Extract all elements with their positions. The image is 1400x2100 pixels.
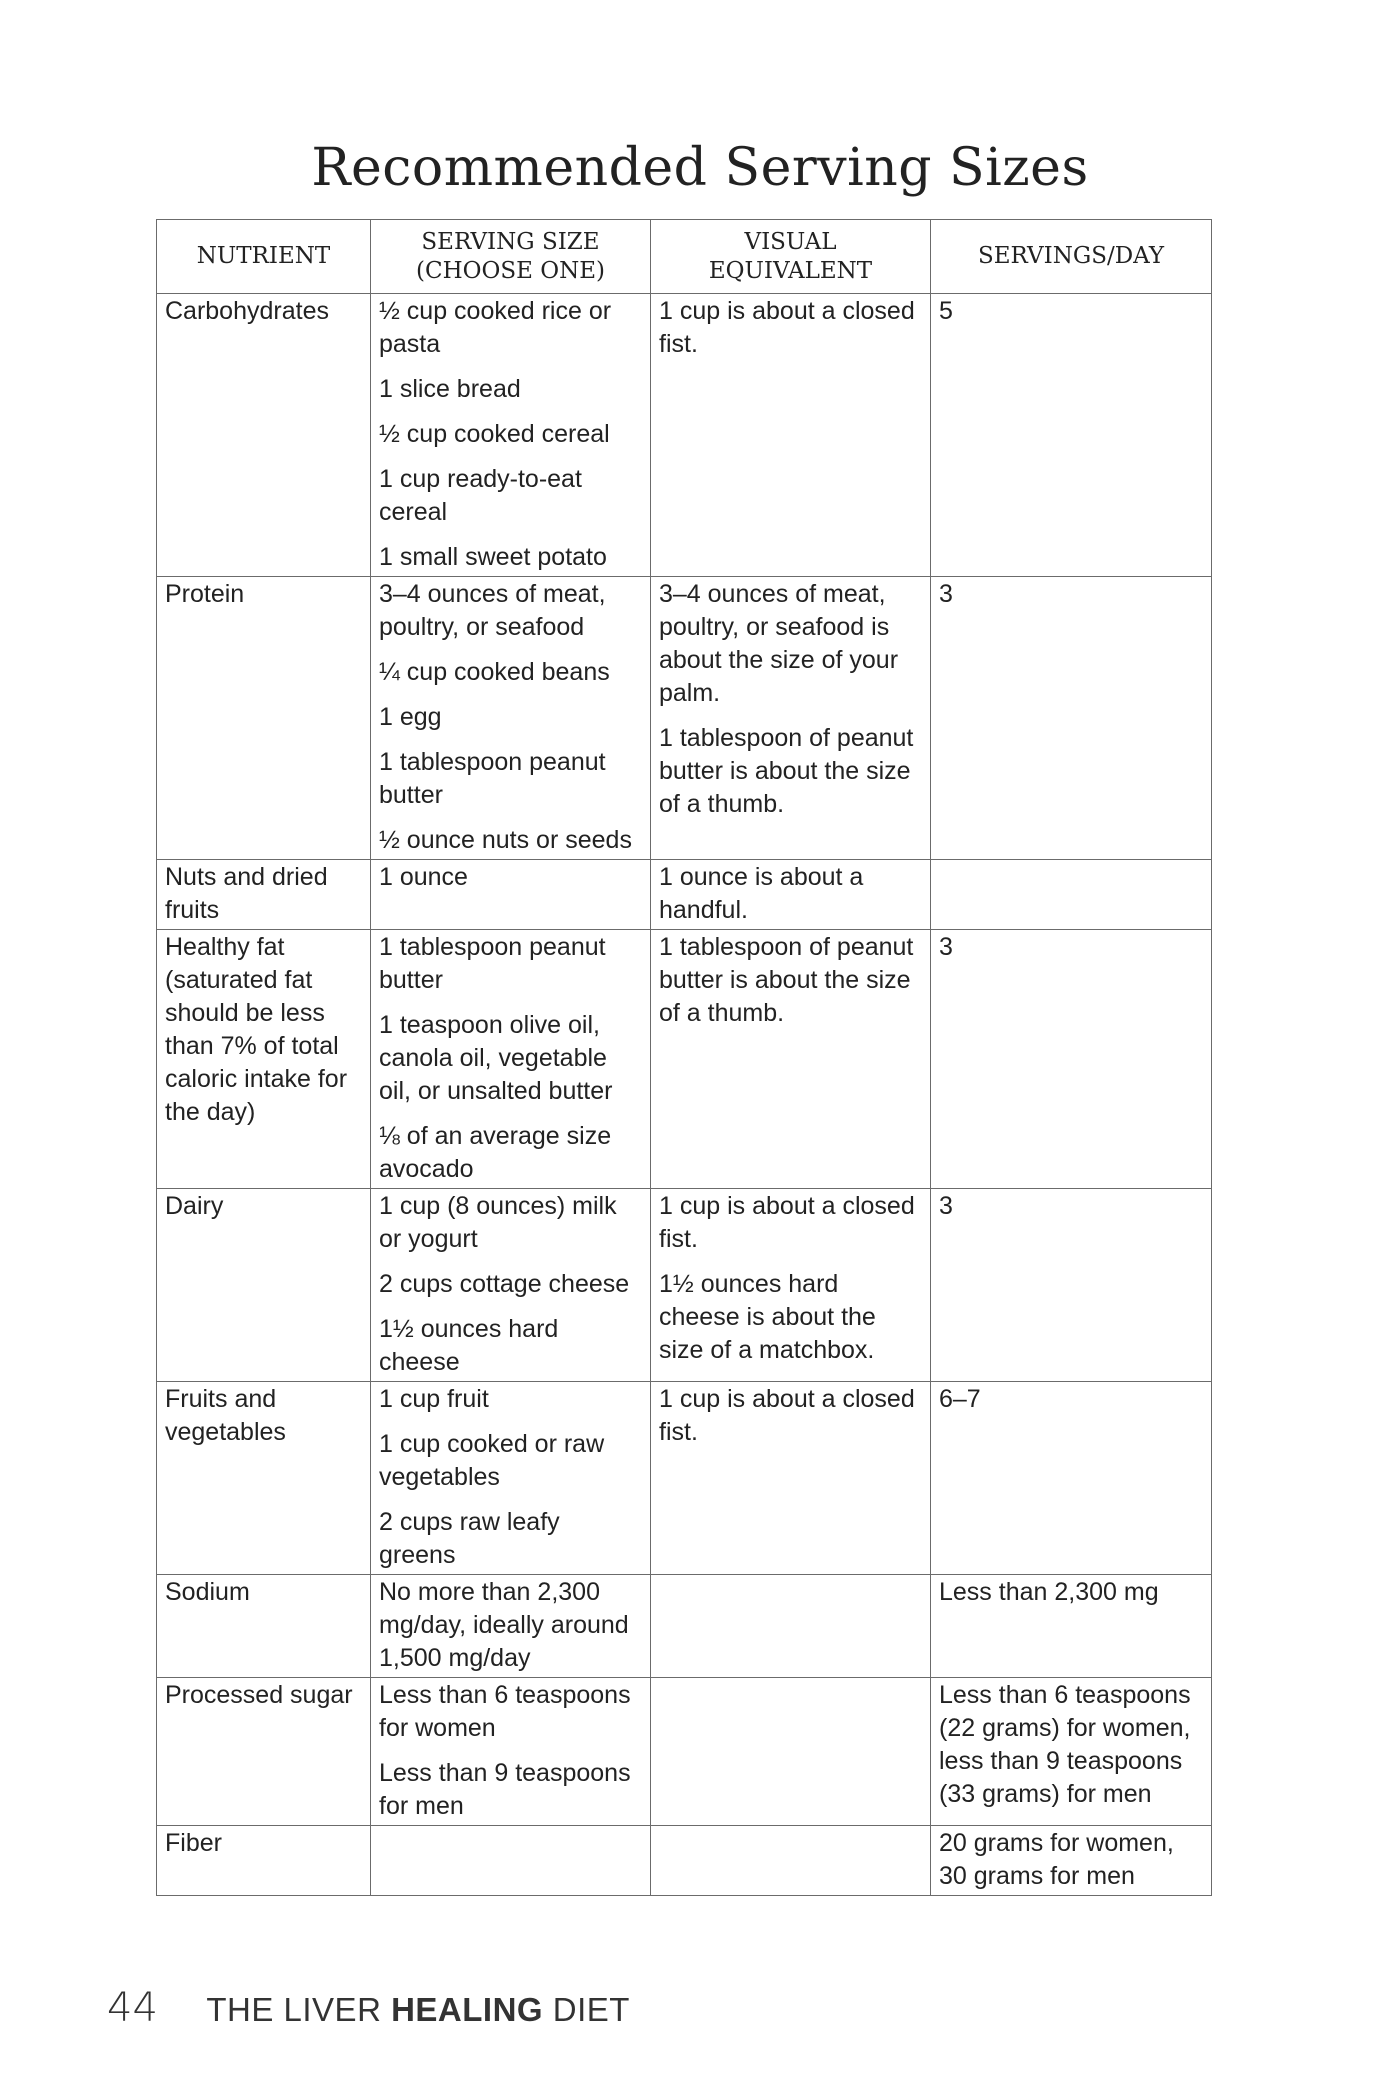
cell-paragraph: Less than 9 teaspoons for men bbox=[379, 1759, 631, 1820]
cell-servings-per-day: 20 grams for women, 30 grams for men bbox=[931, 1826, 1212, 1896]
cell-paragraph: 1 small sweet potato bbox=[379, 543, 607, 571]
table-row bbox=[157, 1382, 1212, 1575]
table-row bbox=[157, 577, 1212, 860]
table-row bbox=[157, 1189, 1212, 1382]
table-row bbox=[157, 294, 1212, 577]
cell-paragraph: 1 cup is about a closed fist. bbox=[659, 1385, 915, 1446]
page-number: 44 bbox=[107, 1985, 158, 2031]
cell-servings-per-day: 5 bbox=[931, 294, 1212, 577]
header-nutrient: NUTRIENT bbox=[157, 220, 371, 294]
cell-paragraph: ¼ cup cooked beans bbox=[379, 658, 610, 686]
cell-paragraph: No more than 2,300 mg/day, ideally around 1,500 mg/day bbox=[379, 1578, 629, 1672]
cell-nutrient: Dairy bbox=[157, 1189, 371, 1382]
cell-visual-equivalent bbox=[651, 1575, 931, 1678]
cell-paragraph: ½ ounce nuts or seeds bbox=[379, 826, 632, 854]
cell-serving-size bbox=[371, 294, 651, 577]
cell-nutrient: Nuts and dried fruits bbox=[157, 860, 371, 930]
cell-visual-equivalent bbox=[651, 860, 931, 930]
running-head bbox=[206, 1991, 630, 2028]
book-title-bold: HEALING bbox=[391, 1991, 544, 2028]
cell-paragraph: 3–4 ounces of meat, poultry, or seafood bbox=[379, 580, 606, 641]
cell-paragraph: 1 cup fruit bbox=[379, 1385, 489, 1413]
serving-sizes-table bbox=[156, 219, 1212, 1896]
cell-visual-equivalent bbox=[651, 930, 931, 1189]
cell-paragraph: 1 slice bread bbox=[379, 375, 521, 403]
cell-servings-per-day: Less than 6 teaspoons (22 grams) for women, less than 9 teaspoons (33 grams) for men bbox=[931, 1678, 1212, 1826]
cell-paragraph: 1 tablespoon peanut butter bbox=[379, 748, 606, 809]
table-row bbox=[157, 1575, 1212, 1678]
cell-paragraph: 3–4 ounces of meat, poultry, or seafood is about the size of your palm. bbox=[659, 580, 899, 707]
table-row bbox=[157, 1826, 1212, 1896]
cell-paragraph: 1 cup ready-to-eat cereal bbox=[379, 465, 582, 526]
header-servings-per-day: SERVINGS/DAY bbox=[931, 220, 1212, 294]
cell-paragraph: 1 cup is about a closed fist. bbox=[659, 1192, 915, 1253]
cell-paragraph: 1 egg bbox=[379, 703, 442, 731]
cell-paragraph: 1 tablespoon of peanut butter is about the size of a thumb. bbox=[659, 724, 914, 818]
cell-nutrient: Carbohydrates bbox=[157, 294, 371, 577]
cell-serving-size bbox=[371, 1189, 651, 1382]
cell-paragraph: 2 cups cottage cheese bbox=[379, 1270, 630, 1298]
cell-paragraph: 1 tablespoon of peanut butter is about the size of a thumb. bbox=[659, 933, 914, 1027]
page-title: Recommended Serving Sizes bbox=[311, 138, 1089, 198]
cell-paragraph: 1½ ounces hard cheese is about the size of a matchbox. bbox=[659, 1270, 876, 1364]
cell-serving-size bbox=[371, 860, 651, 930]
cell-paragraph: 1½ ounces hard cheese bbox=[379, 1315, 559, 1376]
cell-paragraph: 1 ounce bbox=[379, 863, 468, 891]
cell-visual-equivalent bbox=[651, 294, 931, 577]
cell-serving-size bbox=[371, 1382, 651, 1575]
table-body bbox=[157, 294, 1212, 1896]
cell-paragraph: ½ cup cooked cereal bbox=[379, 420, 610, 448]
cell-serving-size bbox=[371, 930, 651, 1189]
cell-paragraph: 1 teaspoon olive oil, canola oil, vegetable oil, or unsalted butter bbox=[379, 1011, 613, 1105]
cell-nutrient: Fiber bbox=[157, 1826, 371, 1896]
book-title-prefix: THE LIVER bbox=[206, 1991, 382, 2028]
cell-nutrient: Healthy fat (saturated fat should be less than 7% of total caloric intake for the day) bbox=[157, 930, 371, 1189]
cell-serving-size bbox=[371, 577, 651, 860]
cell-paragraph: 1 cup is about a closed fist. bbox=[659, 297, 915, 358]
cell-servings-per-day: 6–7 bbox=[931, 1382, 1212, 1575]
cell-servings-per-day: 3 bbox=[931, 930, 1212, 1189]
cell-nutrient: Processed sugar bbox=[157, 1678, 371, 1826]
table-row bbox=[157, 1678, 1212, 1826]
header-serving-size: SERVING SIZE (CHOOSE ONE) bbox=[371, 220, 651, 294]
cell-paragraph: 1 cup cooked or raw vegetables bbox=[379, 1430, 605, 1491]
cell-visual-equivalent bbox=[651, 1678, 931, 1826]
cell-visual-equivalent bbox=[651, 577, 931, 860]
cell-nutrient: Sodium bbox=[157, 1575, 371, 1678]
cell-paragraph: Less than 6 teaspoons for women bbox=[379, 1681, 631, 1742]
book-title-suffix: DIET bbox=[552, 1991, 630, 2028]
cell-nutrient: Protein bbox=[157, 577, 371, 860]
cell-visual-equivalent bbox=[651, 1826, 931, 1896]
cell-paragraph: 1 cup (8 ounces) milk or yogurt bbox=[379, 1192, 617, 1253]
cell-servings-per-day: Less than 2,300 mg bbox=[931, 1575, 1212, 1678]
cell-serving-size bbox=[371, 1826, 651, 1896]
table-header-row bbox=[157, 220, 1212, 294]
page-footer bbox=[107, 1985, 630, 2031]
table-row bbox=[157, 860, 1212, 930]
cell-paragraph: ½ cup cooked rice or pasta bbox=[379, 297, 612, 358]
cell-servings-per-day bbox=[931, 860, 1212, 930]
cell-servings-per-day: 3 bbox=[931, 1189, 1212, 1382]
cell-serving-size bbox=[371, 1678, 651, 1826]
header-visual-equivalent: VISUAL EQUIVALENT bbox=[651, 220, 931, 294]
cell-paragraph: 2 cups raw leafy greens bbox=[379, 1508, 560, 1569]
cell-paragraph: ⅛ of an average size avocado bbox=[379, 1122, 612, 1183]
cell-paragraph: 1 tablespoon peanut butter bbox=[379, 933, 606, 994]
cell-nutrient: Fruits and vegetables bbox=[157, 1382, 371, 1575]
cell-servings-per-day: 3 bbox=[931, 577, 1212, 860]
cell-paragraph: 1 ounce is about a handful. bbox=[659, 863, 864, 924]
cell-visual-equivalent bbox=[651, 1382, 931, 1575]
cell-serving-size bbox=[371, 1575, 651, 1678]
table-row bbox=[157, 930, 1212, 1189]
cell-visual-equivalent bbox=[651, 1189, 931, 1382]
